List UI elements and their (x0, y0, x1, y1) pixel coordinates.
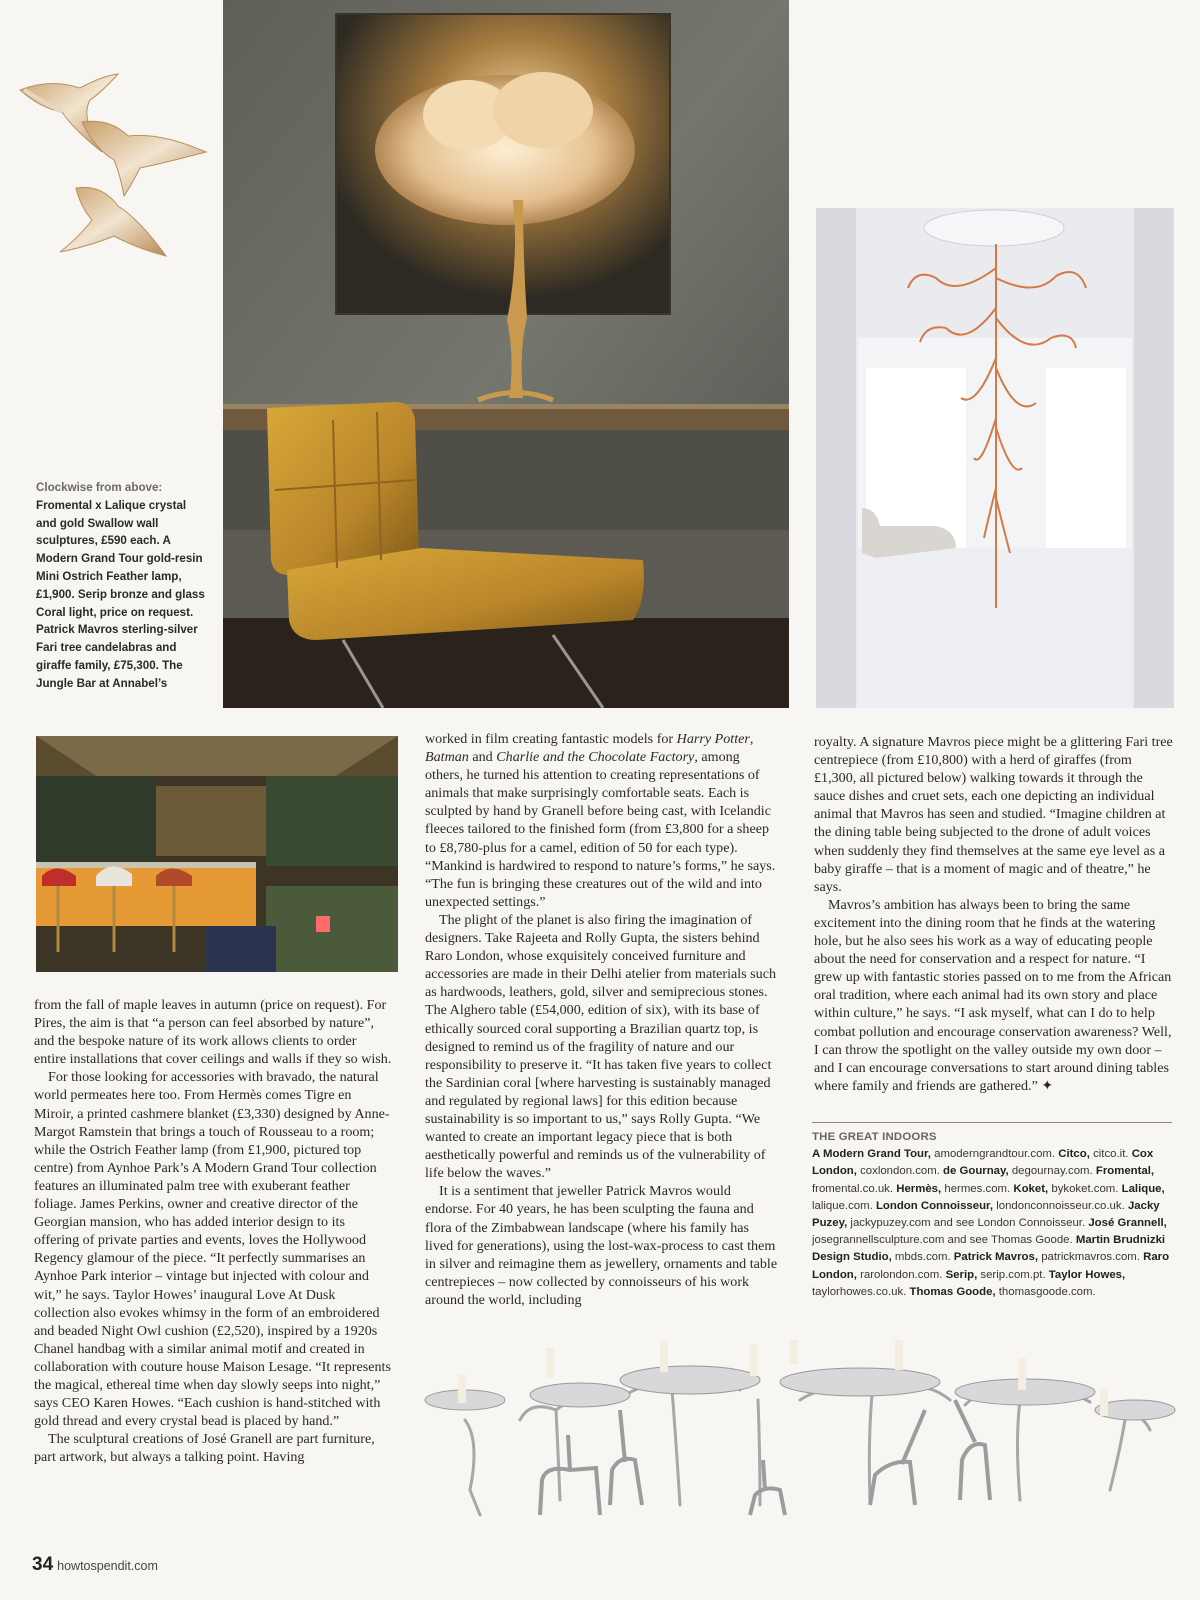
film-title: Charlie and the Chocolate Factory (496, 749, 695, 766)
source-url: patrickmavros.com. (1041, 1251, 1140, 1264)
source-url: serip.com.pt. (980, 1268, 1046, 1281)
page-folio (32, 1554, 158, 1576)
source-url: londonconnoisseur.co.uk. (996, 1199, 1125, 1212)
source-name: Citco, (1058, 1148, 1090, 1161)
source-url: hermes.com. (944, 1182, 1011, 1195)
sources-divider (812, 1122, 1172, 1123)
sources-box (812, 1125, 1174, 1301)
source-url: citco.it. (1093, 1148, 1129, 1161)
source-url: bykoket.com. (1051, 1182, 1119, 1195)
source-url: taylorhowes.co.uk. (812, 1285, 907, 1298)
source-name: Hermès, (896, 1182, 942, 1195)
article-column-3 (814, 733, 1176, 1095)
giraffe-icon (540, 1400, 990, 1515)
source-name: de Gournay, (943, 1165, 1009, 1178)
source-name: Koket, (1013, 1182, 1049, 1195)
coral-light-photo (816, 208, 1174, 708)
film-title: Batman (425, 749, 469, 766)
source-name: José Grannell, (1088, 1217, 1167, 1230)
paragraph: For those looking for accessories with bravado, the natural world permeates here too. From Hermès comes Tigre en Miroir, a printed cashmere blanket (£3,330) designed by Anne-Margot Ramstein that brings a touch of Rousseau to a room; while the Ostrich Feather lamp (from £1,900, pictured top centre) from Aynhoe Park’s A Modern Grand Tour collection features an illuminated palm tree with exuberant feather foliage. James Perkins, owner and creative director of the Georgian mansion, who has added interior design to its offering of private parties and events, loves the Hollywood Regency glamour of the piece. “It perfectly summarises an Aynhoe Park interior – vintage but injected with colour and wit,” he says. Taylor Howes’ inaugural Love At Dusk collection also evokes whimsy in the form of an embroidered and beaded Night Owl cushion (£2,520), inspired by a 1920s Chanel handbag with a similar animal motif and created in collaboration with couture house Maison Lesage. “It represents the magical, ethereal time when day slowly seeps into night,” says CEO Karen Howes. “Each cushion is hand-stitched with gold thread and every crystal bead is placed by hand.” (34, 1069, 391, 1430)
source-name: Patrick Mavros, (953, 1251, 1039, 1264)
paragraph: The sculptural creations of José Granell are part furniture, part artwork, but always a talking point. Having (34, 1431, 375, 1466)
sources-list (812, 1148, 1169, 1298)
source-url: josegrannellsculpture.com and see Thomas Goode. (812, 1234, 1073, 1247)
source-name: Raro London, (812, 1251, 1170, 1281)
caption-lead: Clockwise from above: (36, 481, 163, 494)
jungle-bar-photo (36, 736, 398, 972)
source-name: Fromental, (1095, 1165, 1155, 1178)
article-column-1 (34, 996, 392, 1466)
article-column-2 (425, 730, 779, 1309)
paragraph: Mavros’s ambition has always been to bring the same excitement into the dining room that he finds at the watering hole, but he also sees his work as a way of educating people about the need for conservation and a respect for nature. “I grew up with fantastic stories passed on to me from the African oral tradition, where each animal had its own story and place within culture,” he says. “I ask myself, what can I do to help combat pollution and encourage conservation awareness? Well, I can throw the spotlight on the valley outside my own door – and I can encourage conversations to start around dining tables where family and friends are gathered.” ✦ (814, 896, 1172, 1094)
source-url: degournay.com. (1011, 1165, 1093, 1178)
source-url: coxlondon.com. (860, 1165, 940, 1178)
site-name: howtospendit.com (57, 1559, 158, 1573)
paragraph: royalty. A signature Mavros piece might be a glittering Fari tree centrepiece (from £10,800) with a herd of giraffes (from £1,300, all pictured below) walking towards it through the sauce dishes and cruet sets, each one depicting an individual animal that Mavros has seen and studied. “Imagine children at the dining table being subjected to the drone of adult voices when suddenly they find themselves at the same eye level as a baby giraffe – that is a moment of magic and of theatre,” he says. (814, 734, 1173, 895)
paragraph: from the fall of maple leaves in autumn (price on request). For Pires, the aim is that “a person can feel absorbed by nature”, and the bespoke nature of its work allows clients to order entire installations that cover ceilings and walls if they so wish. (34, 997, 392, 1068)
source-name: Serip, (945, 1268, 978, 1281)
end-mark-icon: ✦ (1041, 1077, 1054, 1094)
film-title: Harry Potter (676, 731, 750, 747)
swallow-icon (60, 187, 166, 256)
swallow-icon (82, 121, 206, 196)
page-number: 34 (32, 1554, 54, 1575)
source-name: Jacky Puzey, (812, 1199, 1160, 1230)
source-name: Martin Brudnizki Design Studio, (812, 1234, 1166, 1264)
source-url: jackypuzey.com and see London Connoisseur. (850, 1217, 1086, 1230)
swallow-sculptures-photo (10, 60, 215, 280)
source-name: Cox London, (812, 1148, 1154, 1178)
caption-body: Fromental x Lalique crystal and gold Swallow wall sculptures, £590 each. A Modern Grand Tour gold-resin Mini Ostrich Feather lamp, £1,900. Serip bronze and glass Coral light, price on request. Patrick Mavros sterling-silver Fari tree candelabras and giraffe family, £75,300. The Jungle Bar at Annabel’s (36, 498, 205, 690)
ostrich-feather-lamp-photo (223, 0, 789, 708)
fari-tree-candelabras-photo (420, 1340, 1180, 1540)
paragraph: The plight of the planet is also firing the imagination of designers. Take Rajeeta and Rolly Gupta, the sisters behind Raro London, whose exquisitely conceived furniture and accessories are made in their Delhi atelier from materials such as hardwoods, leathers, gold, silver and semiprecious stones. The Alghero table (£54,000, edition of six), with its base of ethically sourced coral supporting a Brazilian quartz top, is designed to remind us of the fragility of nature and our responsibility to preserve it. “It has taken five years to collect the Sardinian coral [where harvesting is sustainably managed and regulated by regional laws] for this edition because sustainability is so important to us,” says Rolly Gupta. “We wanted to create an important legacy piece that is both aesthetically powerful and reminds us of the vulnerability of life below the waves.” (425, 911, 777, 1182)
source-url: mbds.com. (894, 1251, 951, 1264)
photo-caption (36, 479, 206, 693)
source-url: lalique.com. (812, 1199, 873, 1212)
source-url: amoderngrandtour.com. (934, 1148, 1056, 1161)
source-url: fromental.co.uk. (812, 1182, 894, 1195)
source-name: London Connoisseur, (875, 1199, 994, 1212)
source-name: A Modern Grand Tour, (812, 1148, 931, 1161)
paragraph: It is a sentiment that jeweller Patrick Mavros would endorse. For 40 years, he has been sculpting the fauna and flora of the Zimbabwean landscape (where his family has lived for generations), using the lost-wax-process to cast them in silver and reimagine them as jewellery, ornaments and table centrepieces – now collected by connoisseurs of his work around the world, including (425, 1183, 778, 1308)
sources-heading: THE GREAT INDOORS (812, 1131, 937, 1143)
source-name: Lalique, (1121, 1182, 1165, 1195)
source-url: thomasgoode.com. (998, 1285, 1096, 1298)
source-name: Taylor Howes, (1048, 1268, 1126, 1281)
source-name: Thomas Goode, (909, 1285, 996, 1298)
source-url: rarolondon.com. (860, 1268, 943, 1281)
paragraph: worked in film creating fantastic models for Harry Potter, Batman and Charlie and the Chocolate Factory, among others, he turned his attention to creating representations of animals that make surprisingly comfortable seats. Each is sculpted by hand by Granell before being cast, with Icelandic fleeces tailored to the finished form (from £3,800 for a sheep to £8,780-plus for a camel, edition of 50 for each type). “Mankind is hardwired to respond to nature’s forms,” he says. “The fun is bringing these creatures out of the wild and into unexpected settings.” (425, 731, 776, 910)
